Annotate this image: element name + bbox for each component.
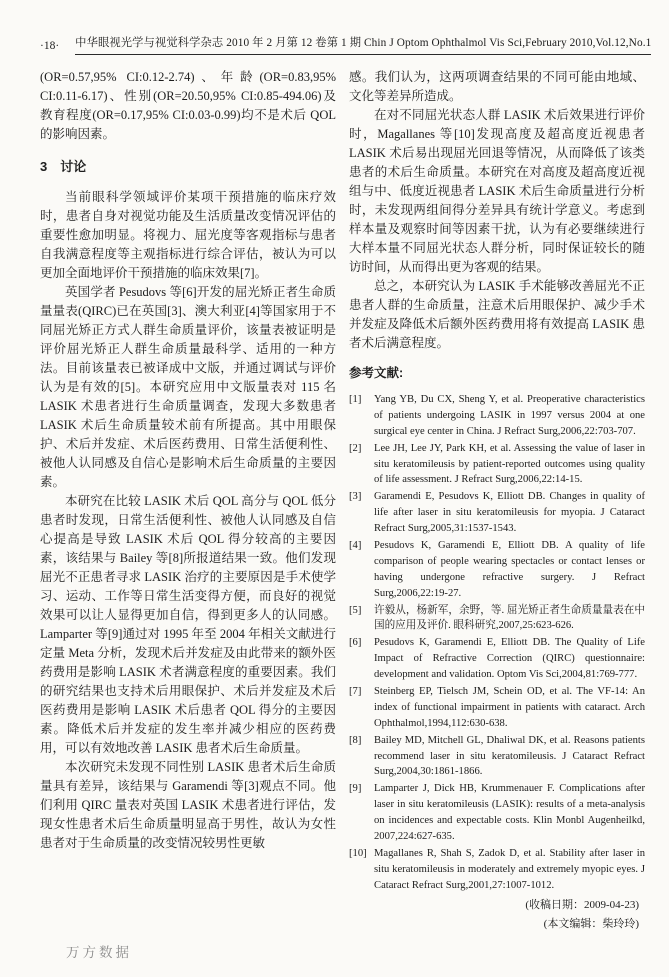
reference-item [349,538,645,602]
reference-item [349,684,645,732]
page-header [40,34,652,55]
reference-text: Magallanes R, Shah S, Zadok D, et al. Stability after laser in situ keratomileusis in moderately and extremely myopic eyes. J Cataract Refract Surg,2001,27:1007-1012. [374,847,645,891]
reference-item [349,441,645,489]
reference-number: [2] [349,442,362,454]
reference-text: Lee JH, Lee JY, Park KH, et al. Assessing the value of laser in situ keratomileusis by patient-reported outcomes using quality of life assessment. J Refract Surg,2006,22:14-15. [374,442,645,486]
reference-number: [5] [349,604,362,616]
reference-text: 许毅从，杨新军，余野，等. 屈光矫正者生命质量量表在中国的应用及评价. 眼科研究,2007,25:623-626. [374,604,645,632]
reference-item [349,733,645,781]
reference-text: Pesudovs K, Garamendi E, Elliott DB. The Quality of Life Impact of Refractive Correction (QIRC) questionnaire: development and validation. Optom Vis Sci,2004,81:769-777. [374,637,645,681]
paragraph-discussion-2: 英国学者 Pesudovs 等[6]开发的屈光矫正者生命质量量表(QIRC)已在英国[3]、澳大利亚[4]等国家用于不同屈光矫正方式人群生命质量评价，该量表被证明是评价屈光矫正人群生命质量最科学、适用的一种方法。目前该量表已被译成中文版，并通过调试与评价认为是有效的[5]。本研究应用中文版量表对 115 名 LASIK 术患者进行生命质量调查，发现大多数患者 LASIK 术后生命质量较术前有所提高。其中用眼保护、术后并发症、术后医药费用、日常生活便利性、被他人认同感及自信心是影响术后生命质量的主要因素。 [40,284,336,489]
reference-number: [10] [349,847,367,859]
wanfang-watermark: 万方数据 [66,945,132,960]
reference-item [349,603,645,635]
reference-number: [8] [349,734,362,746]
paragraph-stats-continuation: (OR=0.57,95% CI:0.12-2.74)、年龄(OR=0.83,95% CI:0.11-6.17)、性别(OR=20.50,95% CI:0.85-494.06)及教育程度(OR=0.17,95% CI:0.03-0.99)均不是术后 QOL 的影响因素。 [40,70,336,141]
reference-number: [1] [349,394,362,405]
reference-number: [7] [349,686,362,698]
reference-item [349,489,645,537]
reference-list [349,392,645,894]
left-column [40,68,336,933]
received-date: (收稿日期：2009-04-23) [525,898,639,911]
reference-item [349,392,645,440]
reference-item [349,846,645,894]
paragraph-discussion-4: 本次研究未发现不同性别 LASIK 患者术后生命质量具有差异，该结果与 Garamendi 等[3]观点不同。他们利用 QIRC 量表对英国 LASIK 术患者进行评估，发现女性患者术后生命质量明显高于男性，故认为女性患者对于生命质量的改变情况较男性更敏 [40,759,336,850]
paragraph-discussion-1: 当前眼科学领域评价某项干预措施的临床疗效时，患者自身对视觉功能及生活质量改变情况评估的重要性愈加明显。将视力、屈光度等客观指标与患者自我满意程度等主观指标进行综合评估，被认为可以更加全面地评价干预措施的临床效果[7]。 [40,189,336,280]
paragraph-discussion-3: 本研究在比较 LASIK 术后 QOL 高分与 QOL 低分患者时发现，日常生活便利性、被他人认同感及自信心提高是导致 LASIK 术后 QOL 得分较高的主要因素，该结果与 Bailey 等[8]所报道结果一致。他们发现屈光不正患者寻求 LASIK 治疗的主要原因是手术使学习、运动、工作等日常生活变得方便，而良好的视觉效果可以让人显得更加自信，得到更多人的认同感。Lamparter 等[9]通过对 1995 年至 2004 年相关文献进行定量 Meta 分析，发现术后并发症及由此带来的额外医药费用是影响 LASIK 术者满意程度的重要因素。我们的研究结果也支持术后用眼保护、术后并发症及术后医药费用是影响 LASIK 术后患者 QOL 得分的主要因素。降低术后并发症的发生率并减少相应的医药费用，可以有效地改善 LASIK 患者术后生命质量。 [40,493,336,755]
section-heading-discussion: 3 讨论 [40,159,87,174]
journal-title-line: 中华眼视光学与视觉科学杂志 2010 年 2 月第 12 卷第 1 期 Chin J Optom Ophthalmol Vis Sci,February 2010,Vol.12,No.1 [75,34,651,55]
reference-number: [6] [349,637,362,649]
reference-text: Garamendi E, Pesudovs K, Elliott DB. Changes in quality of life after laser in situ keratomileusis for myopia. J Cataract Refract Surg,2005,31:1537-1543. [374,491,645,535]
reference-item [349,635,645,683]
reference-text: Steinberg EP, Tielsch JM, Schein OD, et al. The VF-14: An index of functional impairment in patients with cataract. Arch Ophthalmol,1994,112:630-638. [374,686,645,729]
reference-number: [4] [349,540,362,552]
article-body [40,68,645,933]
paragraph-discussion-5: 在对不同屈光状态人群 LASIK 术后效果进行评价时，Magallanes 等[10]发现高度及超高度近视患者 LASIK 术后易出现屈光回退等情况，从而降低了该类患者的术后生命质量。本研究在对高度及超高度近视组与中、低度近视患者 LASIK 术后生命质量进行分析时，未发现两组间得分差异具有统计学意义。考虑到样本量及观察时间等因素干扰，认为有必要继续进行大样本量不同屈光状态人群分析，同时保证较长的随访时间，从而得出更为客观的结果。 [349,108,645,274]
reference-text: Lamparter J, Dick HB, Krummenauer F. Complications after laser in situ keratomileusis (LASIK): results of a meta-analysis on incidences and expectable costs. Klin Monbl Augenheilkd, 2007,224:627-635. [374,783,645,843]
page-number: ·18· [40,40,60,52]
editor-note: (本文编辑：柴玲玲) [543,918,639,931]
paragraph-conclusion: 总之，本研究认为 LASIK 手术能够改善屈光不正患者人群的生命质量，注意术后用眼保护、减少手术并发症及降低术后额外医药费用将有效提高 LASIK 患者术后满意程度。 [349,279,645,350]
reference-number: [9] [349,783,362,795]
paragraph-continuation: 感。我们认为，这两项调查结果的不同可能由地域、文化等差异所造成。 [349,70,645,103]
reference-text: Bailey MD, Mitchell GL, Dhaliwal DK, et al. Reasons patients recommend laser in situ keratomileusis. J Cataract Refract Surg,2004,30:1861-1866. [374,734,645,778]
references-heading: 参考文献: [349,366,404,380]
right-column [349,68,645,933]
reference-number: [3] [349,491,362,503]
reference-text: Yang YB, Du CX, Sheng Y, et al. Preoperative characteristics of patients undergoing LASIK in 1997 versus 2004 at one surgical eye center in China. J Refract Surg,2006,22:703-707. [374,394,645,437]
reference-item [349,781,645,845]
reference-text: Pesudovs K, Garamendi E, Elliott DB. A quality of life comparison of people wearing spectacles or contact lenses or having undergone refractive surgery. J Refract Surg,2006,22:19-27. [374,540,645,599]
